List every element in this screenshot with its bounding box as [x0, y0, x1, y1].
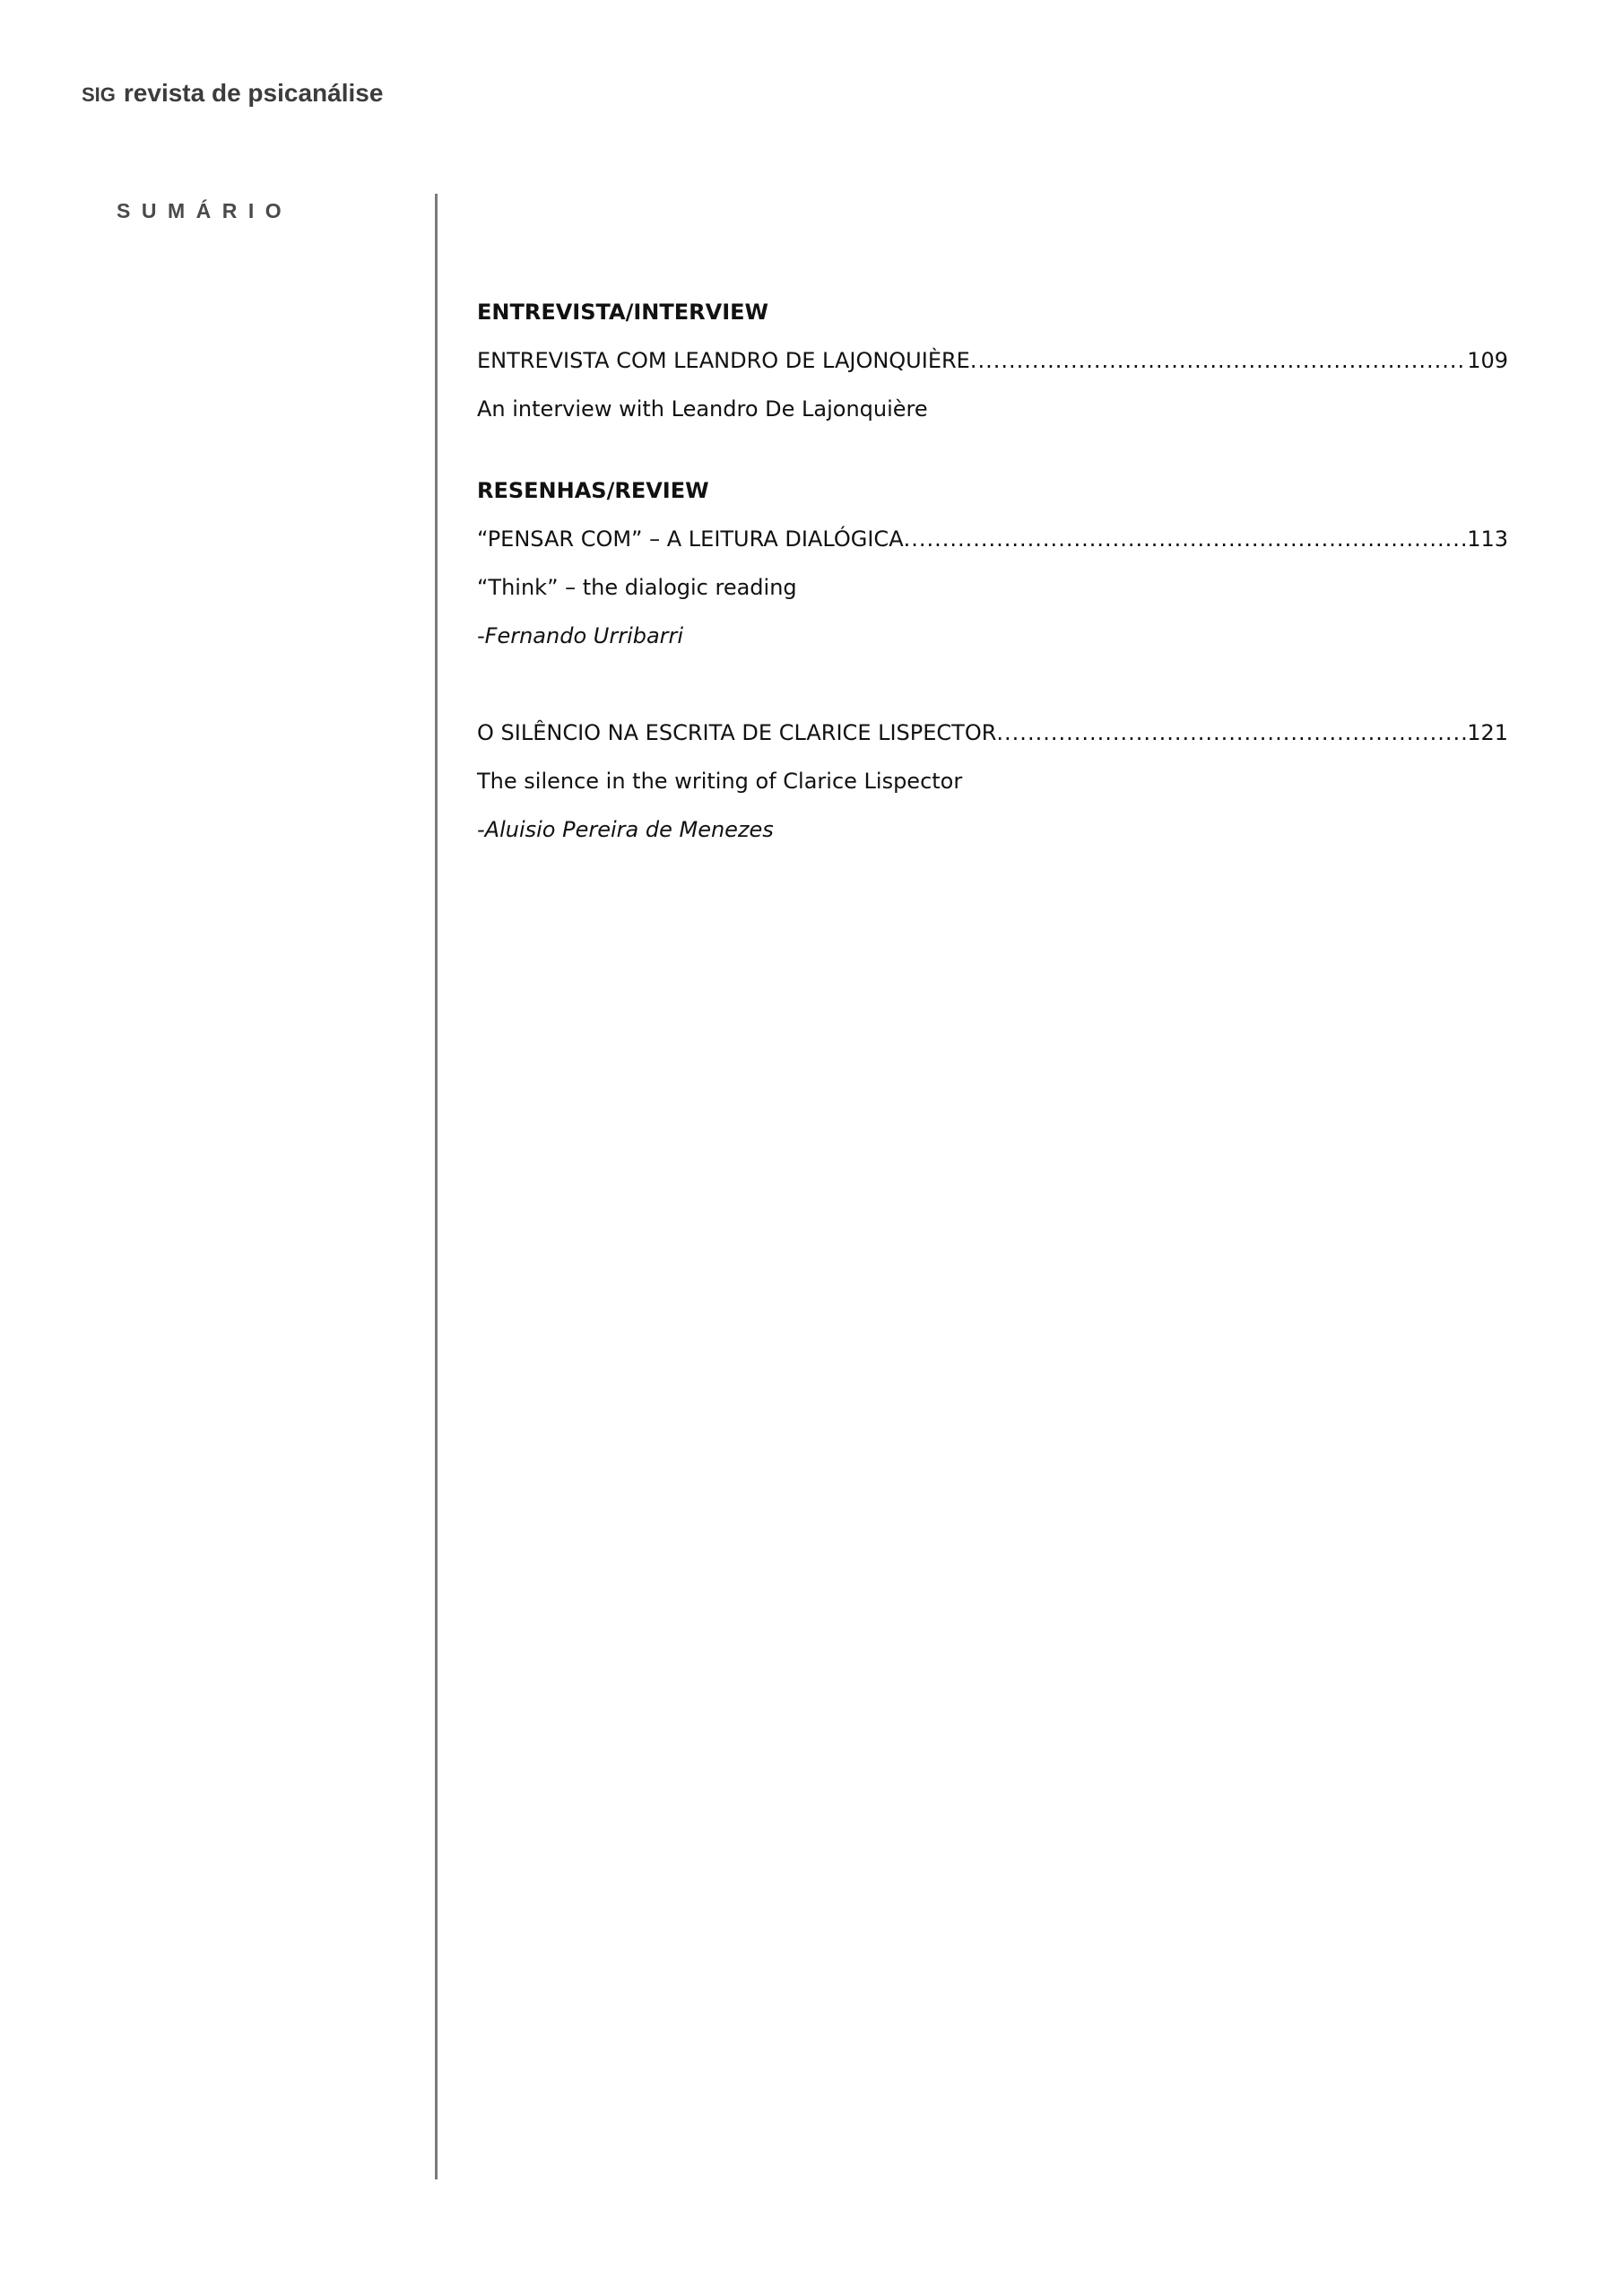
running-header: [82, 79, 383, 108]
toc-entry-translation: The silence in the writing of Clarice Lispector: [477, 769, 963, 794]
toc-entry-title: O SILÊNCIO NA ESCRITA DE CLARICE LISPECTOR: [477, 720, 997, 745]
toc-entry-translation: An interview with Leandro De Lajonquière: [477, 396, 928, 422]
journal-title: revista de psicanálise: [123, 79, 384, 107]
dot-leader: [904, 523, 1468, 555]
toc-page-number: 121: [1467, 720, 1508, 745]
section-heading-review: RESENHAS/REVIEW: [477, 478, 709, 503]
toc-entry-silencio[interactable]: [477, 717, 1508, 749]
column-divider: [435, 194, 438, 2179]
toc-page-number: 113: [1467, 526, 1508, 552]
toc-entry-title: “PENSAR COM” – A LEITURA DIALÓGICA: [477, 526, 904, 552]
toc-entry-title: ENTREVISTA COM LEANDRO DE LAJONQUIÈRE: [477, 348, 970, 373]
toc-entry-author: -Aluisio Pereira de Menezes: [477, 817, 774, 842]
toc-entry-pensar-com[interactable]: [477, 523, 1508, 555]
toc-page-number: 109: [1467, 348, 1508, 373]
journal-abbreviation: SIG: [82, 83, 116, 106]
section-heading-interview: ENTREVISTA/INTERVIEW: [477, 300, 768, 325]
sumario-heading: SUMÁRIO: [117, 199, 293, 222]
toc-entry-author: -Fernando Urribarri: [477, 623, 684, 648]
dot-leader: [996, 717, 1467, 749]
toc-entry-translation: “Think” – the dialogic reading: [477, 575, 797, 600]
dot-leader: [970, 344, 1467, 377]
toc-entry-interview[interactable]: [477, 344, 1508, 377]
